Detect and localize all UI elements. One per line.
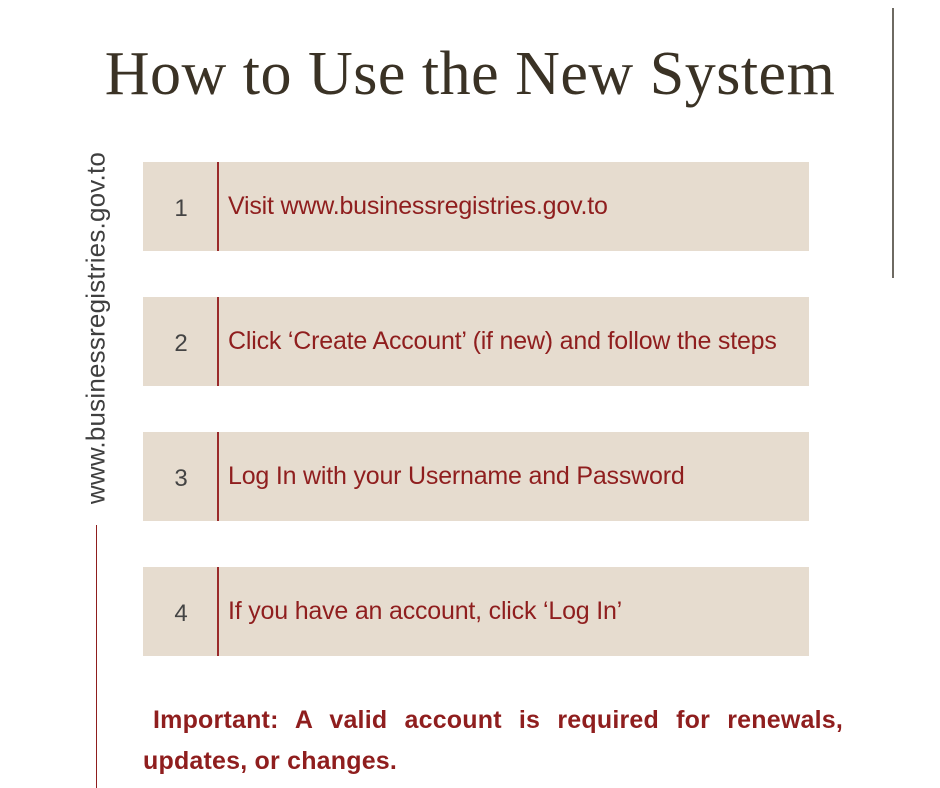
step-card-1 (143, 162, 809, 251)
important-note-text: Important: A valid account is required for renewals, updates, or changes. (143, 706, 843, 775)
step-text: If you have an account, click ‘Log In’ (228, 597, 623, 625)
step-text: Log In with your Username and Password (228, 462, 685, 490)
right-divider-line (892, 8, 894, 278)
step-number: 4 (174, 599, 188, 627)
step-card-4 (143, 567, 809, 656)
step-divider (217, 432, 219, 521)
step-divider (217, 297, 219, 386)
step-card-3 (143, 432, 809, 521)
left-divider-line (96, 525, 97, 788)
step-number: 3 (174, 464, 188, 492)
side-url-text: www.businessregistries.gov.to (80, 151, 111, 505)
important-note (143, 700, 843, 782)
step-text: Visit www.businessregistries.gov.to (228, 192, 608, 220)
step-divider (217, 567, 219, 656)
step-divider (217, 162, 219, 251)
step-card-2 (143, 297, 809, 386)
step-text: Click ‘Create Account’ (if new) and follow the steps (228, 327, 777, 355)
step-number: 1 (174, 194, 188, 222)
page-title: How to Use the New System (104, 40, 836, 108)
step-number: 2 (174, 329, 188, 357)
